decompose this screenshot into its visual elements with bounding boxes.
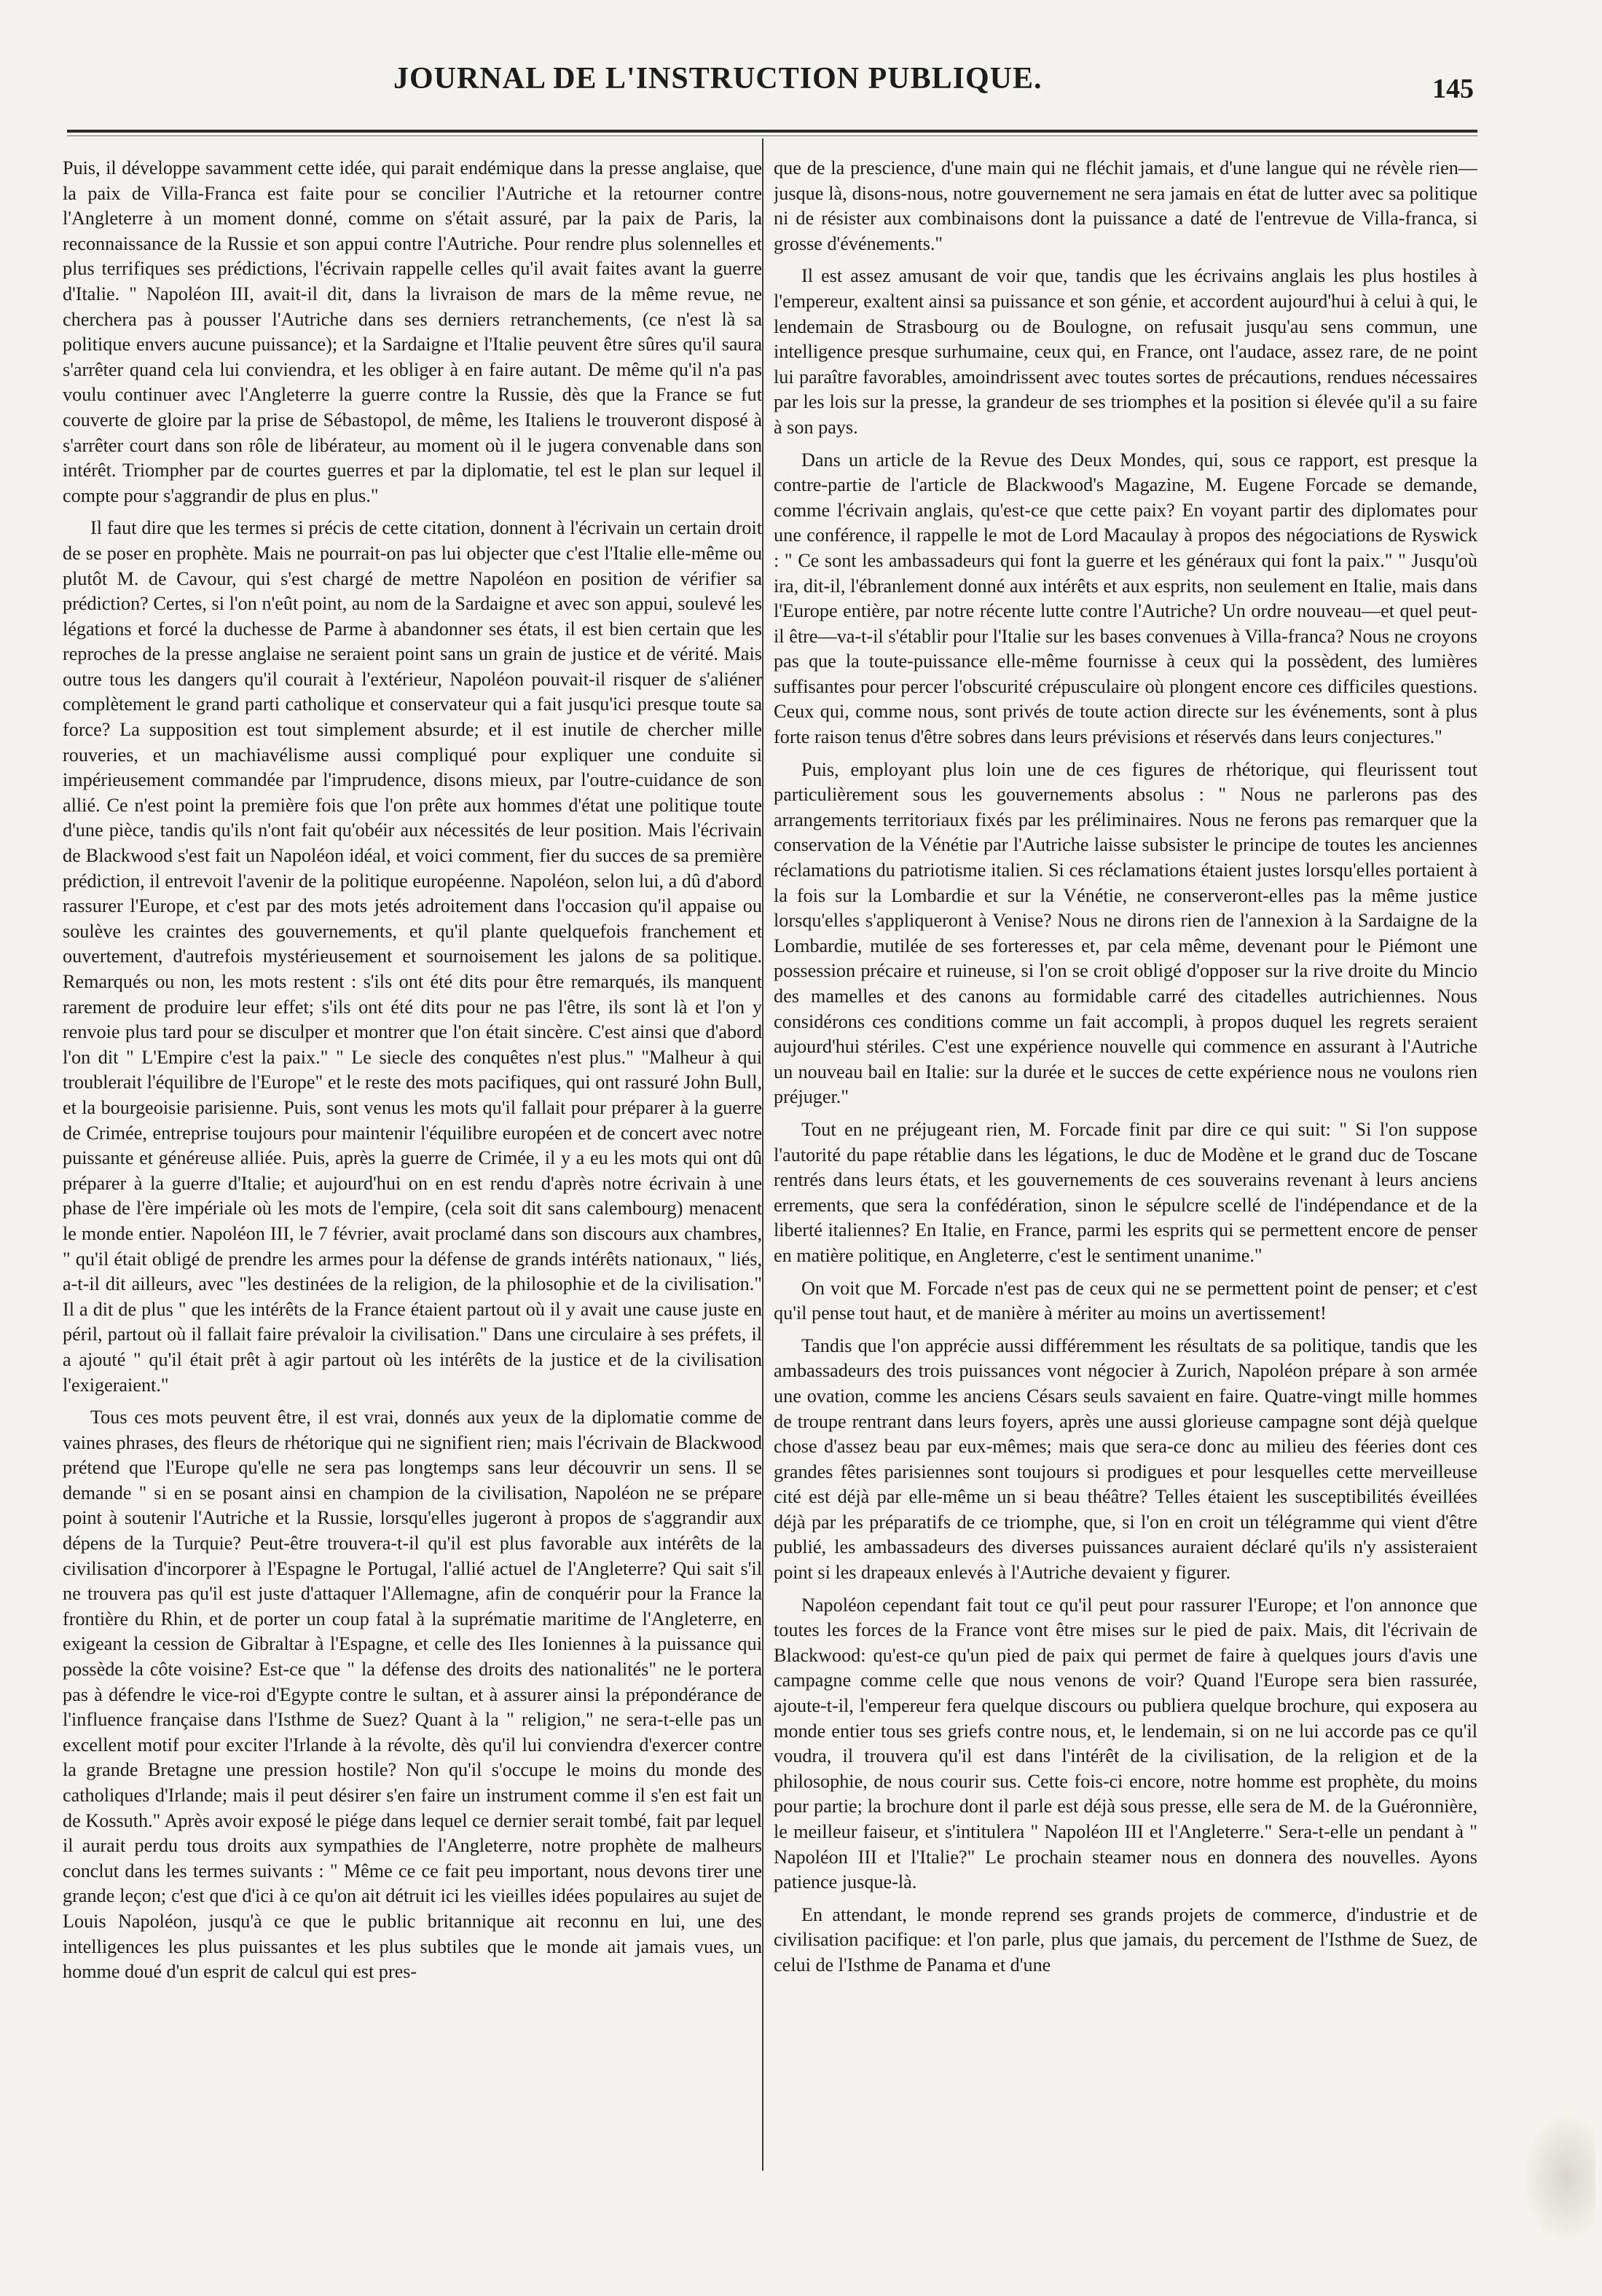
- header-rule: [67, 130, 1477, 133]
- paragraph: Puis, employant plus loin une de ces figures de rhétorique, qui fleurissent tout particulièrement sous les gouvernements absolus : " Nous ne parlerons pas des arrangements territoriaux fixés par les préliminaires. Nous ne ferons pas remarquer que la conservation de la Vénétie par l'Autriche laisse subsister le principe de toutes les anciennes réclamations du patriotisme italien. Si ces réclamations étaient justes lorsqu'elles portaient à la fois sur la Lombardie et sur la Vénétie, ne conserveront-elles pas la même justice lorsqu'elles s'appliqueront à Venise? Nous ne dirons rien de l'annexion à la Sardaigne de la Lombardie, mutilée de ses forteresses et, par cela même, devenant pour le Piémont une possession précaire et ruineuse, si l'on se croit obligé d'opposer sur la rive droite du Mincio des mamelles et des canons au formidable carré des citadelles autrichiennes. Nous considérons ces conditions comme un fait accompli, à propos duquel les regrets seraient aujourd'hui stériles. C'est une expérience nouvelle qui commence en assurant à l'Autriche un nouveau bail en Italie: sur la durée et le succes de cette expérience nous ne voulons rien préjuger.": [774, 758, 1477, 1108]
- paragraph: Tandis que l'on apprécie aussi différemment les résultats de sa politique, tandis que les ambassadeurs des trois puissances vont négocier à Zurich, Napoléon prépare à son armée une ovation, comme les anciens Césars seuls savaient en faire. Quatre-vingt mille hommes de troupe rentrant dans leurs foyers, après une aussi glorieuse campagne sont déjà quelque chose d'assez beau par eux-mêmes; mais que sera-ce donc au milieu des féeries dont ces grandes fêtes parisiennes sont toujours si prodigues et pour lesquelles cette merveilleuse cité est déjà par elle-même un si beau théâtre? Telles étaient les susceptibilités éveillées déjà par les préparatifs de ce triomphe, que, si l'on en croit un télégramme qui vient d'être publié, les ambassadeurs des diverses puissances auraient déclaré qu'ils n'y assisteraient point si les drapeaux enlevés à l'Autriche devaient y figurer.: [774, 1334, 1477, 1584]
- paragraph: Il est assez amusant de voir que, tandis que les écrivains anglais les plus hostiles à l'empereur, exaltent ainsi sa puissance et son génie, et accordent aujourd'hui à celui à qui, le lendemain de Strasbourg ou de Boulogne, on refusait jusqu'au sens commun, une intelligence presque surhumaine, ceux qui, en France, ont l'audace, assez rare, de ne point lui paraître favorables, amoindrissent avec toutes sortes de précautions, rendues nécessaires par les lois sur la presse, la grandeur de ses triomphes et la position si élevée qu'il a su faire à son pays.: [774, 265, 1477, 438]
- paragraph: Il faut dire que les termes si précis de cette citation, donnent à l'écrivain un certain droit de se poser en prophète. Mais ne pourrait-on pas lui objecter que c'est l'Italie elle-même ou plutôt M. de Cavour, qui s'est chargé de mettre Napoléon en position de vérifier sa prédiction? Certes, si l'on n'eût point, au nom de la Sardaigne et avec son appui, soulevé les légations et forcé la duchesse de Parme à abandonner ses états, il est bien certain que les reproches de la presse anglaise ne seraient point sans un grain de justice et de vérité. Mais outre tous les dangers qu'il courait à l'extérieur, Napoléon pouvait-il risquer de s'aliéner complètement le grand parti catholique et conservateur qui a fait jusqu'ici presque toute sa force? La supposition est tout simplement absurde; et il est inutile de chercher mille rouveries, et un machiavélisme aussi compliqué pour expliquer une conduite si impérieusement commandée par l'imprudence, disons mieux, par l'outre-cuidance de son allié. Ce n'est point la première fois que l'on prête aux hommes d'état une politique toute d'une pièce, tandis qu'ils n'ont fait qu'obéir aux nécessités de leur position. Mais l'écrivain de Blackwood s'est fait un Napoléon idéal, et voici comment, fier du succes de sa première prédiction, il entrevoit l'avenir de la politique européenne. Napoléon, selon lui, a dû d'abord rassurer l'Europe, et c'est par des mots jetés adroitement dans l'occasion qu'il appaise ou soulève les craintes des gouvernements, et qu'il plante quelquefois franchement et ouvertement, d'autrefois mystérieusement et sournoisement les jalons de sa politique. Remarqués ou non, les mots restent : s'ils ont été dits pour être remarqués, ils manquent rarement de produire leur effet; s'ils ont été dits pour ne pas l'être, ils sont là et l'on y renvoie plus tard pour se disculper et montrer que l'on était sincère. C'est ainsi que d'abord l'on dit " L'Empire c'est la paix." " Le siecle des conquêtes n'est plus." "Malheur à qui troublerait l'équilibre de l'Europe" et le reste des mots pacifiques, qui ont rassuré John Bull, et la bourgeoisie parisienne. Puis, sont venus les mots qu'il fallait pour préparer à la guerre de Crimée, entreprise toujours pour maintenir l'équilibre européen et de concert avec notre puissante et généreuse alliée. Puis, après la guerre de Crimée, il y a eu les mots qui ont dû préparer à la guerre d'Italie; et aujourd'hui on en est rendu d'après notre écrivain à une phase de l'ère impériale où les mots de l'empire, (cela soit dit sans calembourg) menacent le monde entier. Napoléon III, le 7 février, avait proclamé dans son discours aux chambres, " qu'il était obligé de prendre les armes pour la défense de grands intérêts nationaux, " liés, a-t-il dit ailleurs, avec "les destinées de la religion, de la philosophie et de la civilisation." Il a dit de plus " que les intérêts de la France étaient partout où il y avait une cause juste en péril, partout où il fallait faire prévaloir la civilisation." Dans une circulaire à ses préfets, il a ajouté " qu'il était prêt à agir partout où les intérêts de la justice et de la civilisation l'exigeraient.": [63, 517, 762, 1396]
- paragraph: Tout en ne préjugeant rien, M. Forcade finit par dire ce qui suit: " Si l'on suppose l'autorité du pape rétablie dans les légations, le duc de Modène et le grand duc de Toscane rentrés dans leurs états, et les gouvernements de ces souverains revenant à leurs anciens errements, que sera la confédération, sinon le sépulcre scellé de l'indépendance et de la liberté italiennes? En Italie, en France, parmi les esprits qui se permettent encore de penser en matière politique, en Angleterre, c'est le sentiment unanime.": [774, 1118, 1477, 1266]
- right-column: [774, 156, 1477, 2181]
- paragraph: Dans un article de la Revue des Deux Mondes, qui, sous ce rapport, est presque la contre-partie de l'article de Blackwood's Magazine, M. Eugene Forcade se demande, comme l'écrivain anglais, qu'est-ce que cette paix? En voyant partir des diplomates pour une conférence, il rappelle le mot de Lord Macaulay à propos des négociations de Ryswick : " Ce sont les ambassadeurs qui font la guerre et les généraux qui font la paix." " Jusqu'où ira, dit-il, l'ébranlement donné aux intérêts et aux esprits, non seulement en Italie, mais dans l'Europe entière, par notre récente lutte contre l'Autriche? Un ordre nouveau—et quel peut-il être—va-t-il s'établir pour l'Italie sur les bases convenues à Villa-franca? Nous ne croyons pas que la toute-puissance elle-même fournisse à ceux qui la possèdent, des lumières suffisantes pour percer l'obscurité crépusculaire où plongent encore ces difficiles questions. Ceux qui, comme nous, sont privés de toute action directe sur les événements, sont à plus forte raison tenus d'être sobres dans leurs prévisions et réservés dans leurs conjectures.": [774, 449, 1477, 748]
- paragraph: On voit que M. Forcade n'est pas de ceux qui ne se permettent point de penser; et c'est qu'il pense tout haut, et de manière à mériter au moins un avertissement!: [774, 1277, 1477, 1324]
- running-head: JOURNAL DE L'INSTRUCTION PUBLIQUE.: [393, 62, 1043, 95]
- paragraph: Napoléon cependant fait tout ce qu'il peut pour rassurer l'Europe; et l'on annonce que toutes les forces de la France vont être mises sur le pied de paix. Mais, dit l'écrivain de Blackwood: qu'est-ce qu'un pied de paix qui permet de faire à quelques jours d'avis une campagne comme celle que nous venons de voir? Quand l'Europe sera bien rassurée, ajoute-t-il, l'empereur fera quelque discours ou publiera quelque brochure, qui exposera au monde entier tous ses griefs contre nous, et, le lendemain, si on ne lui accorde pas ce qu'il voudra, il trouvera qu'il est dans l'intérêt de la civilisation, de la religion et de la philosophie, de nous courir sus. Cette fois-ci encore, notre homme est prophète, du moins pour partie; la brochure dont il parle est déjà sous presse, elle sera de M. de la Guéronnière, le meilleur faiseur, et s'intitulera " Napoléon III et l'Angleterre." Sera-t-elle un pendant à " Napoléon III et l'Italie?" Le prochain steamer nous en donnera des nouvelles. Ayons patience jusque-là.: [774, 1594, 1477, 1893]
- column-separator: [762, 138, 763, 2171]
- paragraph: Tous ces mots peuvent être, il est vrai, donnés aux yeux de la diplomatie comme de vaines phrases, des fleurs de rhétorique qui ne signifient rien; mais l'écrivain de Blackwood prétend que l'Europe qu'elle ne sera pas longtemps sans leur découvrir un sens. Il se demande " si en se posant ainsi en champion de la civilisation, Napoléon ne se prépare point à soutenir l'Autriche et la Russie, lorsqu'elles jugeront à propos de s'aggrandir aux dépens de la Turquie? Peut-être trouvera-t-il qu'il est plus favorable aux intérêts de la civilisation d'incorporer à l'Espagne le Portugal, l'allié actuel de l'Angleterre? Qui sait s'il ne trouvera pas qu'il est juste d'attaquer l'Allemagne, afin de conquérir pour la France la frontière du Rhin, et de porter un coup fatal à la suprématie maritime de l'Angleterre, en exigeant la cession de Gibraltar à l'Espagne, et celle des Iles Ioniennes à la puissance qui possède la côte voisine? Est-ce que " la défense des droits des nationalités" ne le portera pas à défendre le vice-roi d'Egypte contre le sultan, et à assurer ainsi la prépondérance de l'influence française dans l'Isthme de Suez? Quant à la " religion," ne sera-t-elle pas un excellent motif pour exciter l'Irlande à la révolte, dès qu'il lui conviendra d'exercer contre la grande Bretagne une pression hostile? Non qu'il s'occupe le moins du monde des catholiques d'Irlande; mais il peut désirer s'en faire un instrument comme il s'en est fait un de Kossuth." Après avoir exposé le piége dans lequel ce dernier serait tombé, fait par lequel il aurait perdu tous droits aux sympathies de l'Angleterre, notre prophète de malheurs conclut dans les termes suivants : " Même ce ce fait peu important, nous devons tirer une grande leçon; c'est que d'ici à ce qu'on ait détruit ici les vieilles idées populaires au sujet de Louis Napoléon, jusqu'à ce que le public britannique ait reconnu en lui, une des intelligences les plus puissantes et les plus subtiles que le monde ait jamais vues, un homme doué d'un esprit de calcul qui est pres-: [63, 1407, 762, 1983]
- left-column: [63, 156, 762, 2181]
- paragraph: Puis, il développe savamment cette idée, qui parait endémique dans la presse anglaise, que la paix de Villa-Franca est faite pour se concilier l'Autriche et la retourner contre l'Angleterre à un moment donné, comme on s'était assuré, par la paix de Paris, la reconnaissance de la Russie et son appui contre l'Autriche. Pour rendre plus solennelles et plus terrifiques ses prédictions, l'écrivain rappelle celles qu'il avait faites avant la guerre d'Italie. " Napoléon III, avait-il dit, dans la livraison de mars de la même revue, ne cherchera pas à pousser l'Autriche dans ses derniers retranchements, (ce n'est là sa politique envers aucune puissance); et la Sardaigne et l'Italie peuvent être sûres qu'il saura s'arrêter quand cela lui conviendra, et les obliger à en faire autant. De même qu'il n'a pas voulu continuer avec l'Angleterre la guerre contre la Russie, dès que la France se fut couverte de gloire par la prise de Sébastopol, de même, les Italiens le trouveront disposé à s'arrêter court dans son rôle de libérateur, au moment où il le jugera convenable dans son intérêt. Triompher par de courtes guerres et par la diplomatie, tel est le plan sur lequel il compte pour s'aggrandir de plus en plus.": [63, 157, 762, 506]
- paragraph: En attendant, le monde reprend ses grands projets de commerce, d'industrie et de civilisation pacifique: et l'on parle, plus que jamais, du percement de l'Isthme de Suez, de celui de l'Isthme de Panama et d'une: [774, 1903, 1477, 1975]
- header-rule-thin: [67, 135, 1477, 136]
- page-number: 145: [1432, 74, 1474, 104]
- paper-stain: [1523, 2112, 1595, 2244]
- paragraph: que de la prescience, d'une main qui ne fléchit jamais, et d'une langue qui ne révèle rien—jusque là, disons-nous, notre gouvernement ne sera jamais en état de lutter avec sa politique ni de résister aux combinaisons dont la puissance a daté de l'entrevue de Villa-franca, si grosse d'événements.": [774, 157, 1477, 254]
